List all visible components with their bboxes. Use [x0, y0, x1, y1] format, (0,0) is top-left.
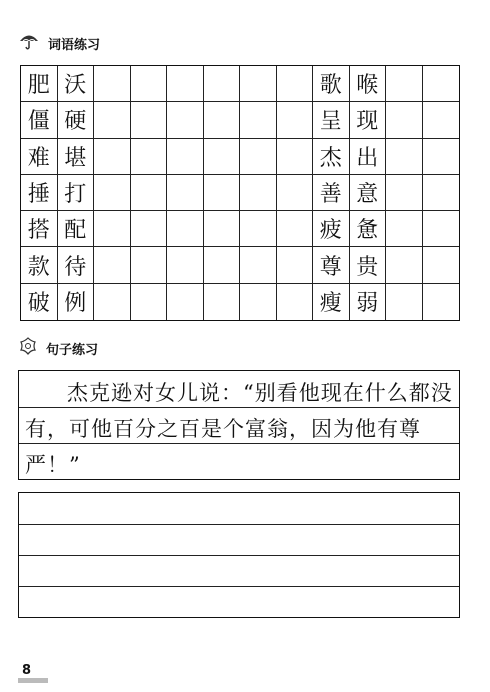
- grid-cell-empty[interactable]: [423, 211, 460, 247]
- grid-cell-char: 待: [58, 247, 95, 283]
- grid-cell-empty[interactable]: [240, 175, 277, 211]
- writing-box[interactable]: [18, 492, 460, 618]
- ruled-line: [19, 586, 459, 587]
- grid-cell-empty[interactable]: [167, 102, 204, 138]
- grid-cell-char: 呈: [313, 102, 350, 138]
- grid-cell-empty[interactable]: [277, 211, 314, 247]
- grid-cell-char: 搭: [21, 211, 58, 247]
- page-number: 8: [22, 663, 32, 678]
- grid-cell-empty[interactable]: [423, 139, 460, 175]
- word-practice-grid: [20, 65, 460, 321]
- ruled-line: [19, 555, 459, 556]
- umbrella-icon: [18, 32, 40, 54]
- grid-cell-char: 现: [350, 102, 387, 138]
- grid-cell-empty[interactable]: [423, 247, 460, 283]
- grid-cell-empty[interactable]: [94, 139, 131, 175]
- grid-cell-empty[interactable]: [423, 66, 460, 102]
- grid-cell-empty[interactable]: [240, 139, 277, 175]
- grid-cell-empty[interactable]: [167, 247, 204, 283]
- grid-cell-empty[interactable]: [167, 284, 204, 320]
- grid-cell-char: 款: [21, 247, 58, 283]
- grid-cell-empty[interactable]: [94, 247, 131, 283]
- grid-cell-char: 肥: [21, 66, 58, 102]
- grid-cell-char: 善: [313, 175, 350, 211]
- grid-cell-char: 意: [350, 175, 387, 211]
- grid-cell-empty[interactable]: [423, 175, 460, 211]
- grid-cell-char: 疲: [313, 211, 350, 247]
- grid-cell-char: 堪: [58, 139, 95, 175]
- grid-cell-char: 弱: [350, 284, 387, 320]
- grid-cell-empty[interactable]: [94, 102, 131, 138]
- grid-cell-char: 贵: [350, 247, 387, 283]
- grid-cell-empty[interactable]: [204, 66, 241, 102]
- grid-cell-empty[interactable]: [240, 102, 277, 138]
- grid-cell-empty[interactable]: [167, 175, 204, 211]
- grid-cell-empty[interactable]: [167, 139, 204, 175]
- grid-cell-char: 捶: [21, 175, 58, 211]
- grid-cell-empty[interactable]: [94, 211, 131, 247]
- grid-cell-empty[interactable]: [131, 66, 168, 102]
- grid-cell-char: 杰: [313, 139, 350, 175]
- grid-cell-empty[interactable]: [204, 139, 241, 175]
- grid-cell-empty[interactable]: [386, 66, 423, 102]
- grid-cell-empty[interactable]: [94, 66, 131, 102]
- page-number-bar: [18, 678, 48, 683]
- grid-cell-empty[interactable]: [204, 284, 241, 320]
- grid-cell-empty[interactable]: [240, 247, 277, 283]
- grid-cell-empty[interactable]: [423, 102, 460, 138]
- grid-cell-empty[interactable]: [240, 66, 277, 102]
- grid-cell-empty[interactable]: [131, 284, 168, 320]
- grid-cell-empty[interactable]: [131, 102, 168, 138]
- section-title: 句子练习: [46, 342, 99, 358]
- grid-cell-empty[interactable]: [167, 211, 204, 247]
- grid-cell-empty[interactable]: [277, 102, 314, 138]
- flower-icon: [18, 336, 38, 360]
- grid-cell-char: 打: [58, 175, 95, 211]
- grid-cell-char: 惫: [350, 211, 387, 247]
- grid-cell-empty[interactable]: [131, 211, 168, 247]
- grid-cell-empty[interactable]: [277, 284, 314, 320]
- grid-cell-empty[interactable]: [131, 139, 168, 175]
- grid-cell-char: 硬: [58, 102, 95, 138]
- grid-cell-empty[interactable]: [240, 211, 277, 247]
- grid-cell-empty[interactable]: [204, 211, 241, 247]
- grid-cell-empty[interactable]: [386, 102, 423, 138]
- model-sentence: 杰克逊对女儿说：“别看他现在什么都没有，可他百分之百是个富翁，因为他有尊严！”: [25, 381, 453, 477]
- grid-cell-empty[interactable]: [277, 66, 314, 102]
- grid-cell-empty[interactable]: [386, 284, 423, 320]
- grid-cell-char: 破: [21, 284, 58, 320]
- grid-cell-char: 僵: [21, 102, 58, 138]
- grid-cell-empty[interactable]: [386, 247, 423, 283]
- grid-cell-empty[interactable]: [94, 175, 131, 211]
- grid-cell-empty[interactable]: [204, 102, 241, 138]
- grid-cell-empty[interactable]: [131, 247, 168, 283]
- grid-cell-empty[interactable]: [204, 175, 241, 211]
- grid-cell-empty[interactable]: [277, 247, 314, 283]
- section-heading-words: [18, 32, 100, 54]
- grid-cell-char: 出: [350, 139, 387, 175]
- grid-cell-empty[interactable]: [131, 175, 168, 211]
- grid-cell-char: 歌: [313, 66, 350, 102]
- grid-cell-empty[interactable]: [386, 175, 423, 211]
- section-title: 词语练习: [48, 37, 101, 53]
- grid-cell-char: 例: [58, 284, 95, 320]
- grid-cell-empty[interactable]: [240, 284, 277, 320]
- grid-cell-char: 尊: [313, 247, 350, 283]
- grid-cell-empty[interactable]: [386, 139, 423, 175]
- grid-cell-empty[interactable]: [204, 247, 241, 283]
- grid-cell-empty[interactable]: [167, 66, 204, 102]
- grid-cell-empty[interactable]: [386, 211, 423, 247]
- sentence-box: [18, 370, 460, 480]
- grid-cell-char: 瘦: [313, 284, 350, 320]
- grid-cell-empty[interactable]: [423, 284, 460, 320]
- section-heading-sentences: [18, 336, 98, 360]
- grid-cell-empty[interactable]: [277, 139, 314, 175]
- grid-cell-empty[interactable]: [277, 175, 314, 211]
- grid-cell-char: 喉: [350, 66, 387, 102]
- grid-cell-char: 难: [21, 139, 58, 175]
- ruled-line: [19, 524, 459, 525]
- grid-cell-char: 配: [58, 211, 95, 247]
- grid-cell-empty[interactable]: [94, 284, 131, 320]
- grid-cell-char: 沃: [58, 66, 95, 102]
